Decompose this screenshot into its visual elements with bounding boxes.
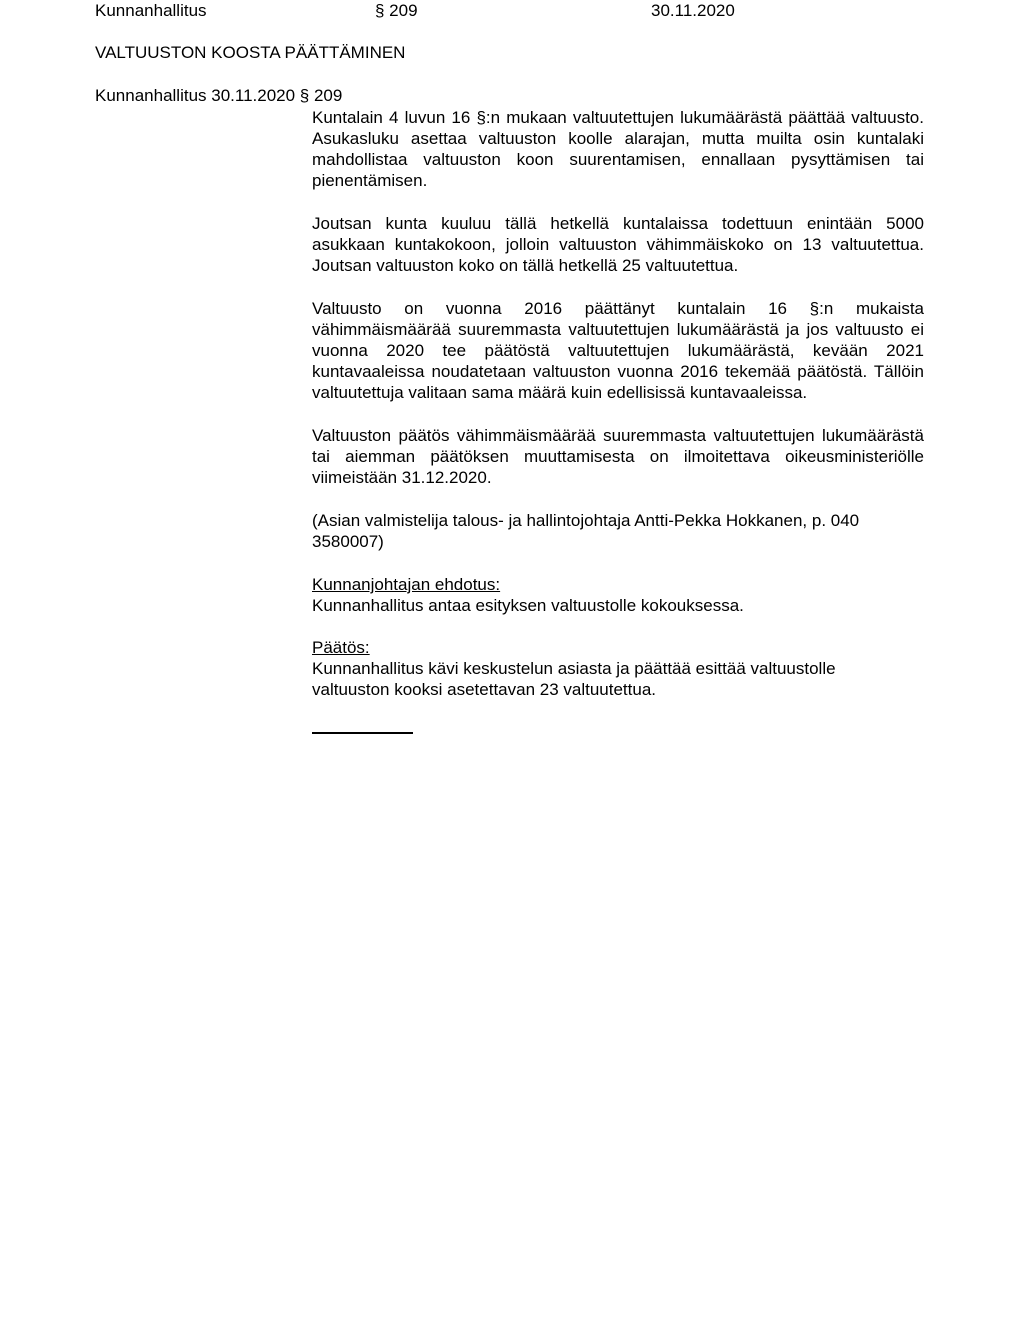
meeting-reference: Kunnanhallitus 30.11.2020 § 209 (95, 86, 343, 105)
body-paragraph: Joutsan kunta kuuluu tällä hetkellä kuntalaissa todettuun enintään 5000 asukkaan kuntakokoon, jolloin valtuuston vähimmäiskoko on 13 valtuutettua. Joutsan valtuuston koko on tällä hetkellä 25 valtuutettua. (312, 214, 924, 275)
proposal-section (312, 574, 924, 616)
document-title: VALTUUSTON KOOSTA PÄÄTTÄMINEN (95, 43, 406, 62)
decision-heading: Päätös: (312, 638, 370, 657)
header-organ: Kunnanhallitus (95, 1, 207, 20)
body-paragraph: Valtuuston päätös vähimmäismäärää suuremmasta valtuutettujen lukumäärästä tai aiemman päätöksen muuttamisesta on ilmoitettava oikeusministeriölle viimeistään 31.12.2020. (312, 426, 924, 487)
decision-text: Kunnanhallitus kävi keskustelun asiasta ja päättää esittää valtuustolle valtuuston kooksi asetettavan 23 valtuutettua. (312, 659, 836, 699)
header-date: 30.11.2020 (651, 1, 735, 20)
body-paragraph: Kuntalain 4 luvun 16 §:n mukaan valtuutettujen lukumäärästä päättää valtuusto. Asukasluku asettaa valtuuston koolle alarajan, mutta muilta osin kuntalaki mahdollistaa valtuuston koon suurentamisen, ennallaan pysyttämisen tai pienentämisen. (312, 108, 924, 190)
header-section-number: § 209 (375, 1, 418, 20)
decision-section (312, 637, 924, 700)
proposal-text: Kunnanhallitus antaa esityksen valtuustolle kokouksessa. (312, 596, 744, 615)
body-paragraph: Valtuusto on vuonna 2016 päättänyt kuntalain 16 §:n mukaista vähimmäismäärää suuremmasta valtuutettujen lukumäärästä ja jos valtuusto ei vuonna 2020 tee päätöstä valtuutettujen lukumäärästä, kevään 2021 kuntavaaleissa noudatetaan valtuuston vuonna 2016 tekemää päätöstä. Tällöin valtuutettuja valitaan sama määrä kuin edellisissä kuntavaaleissa. (312, 299, 924, 402)
document-body (312, 107, 924, 734)
proposal-heading: Kunnanjohtajan ehdotus: (312, 575, 501, 594)
end-divider (312, 732, 413, 734)
preparer-note: (Asian valmistelija talous- ja hallintojohtaja Antti-Pekka Hokkanen, p. 040 3580007) (312, 511, 860, 551)
